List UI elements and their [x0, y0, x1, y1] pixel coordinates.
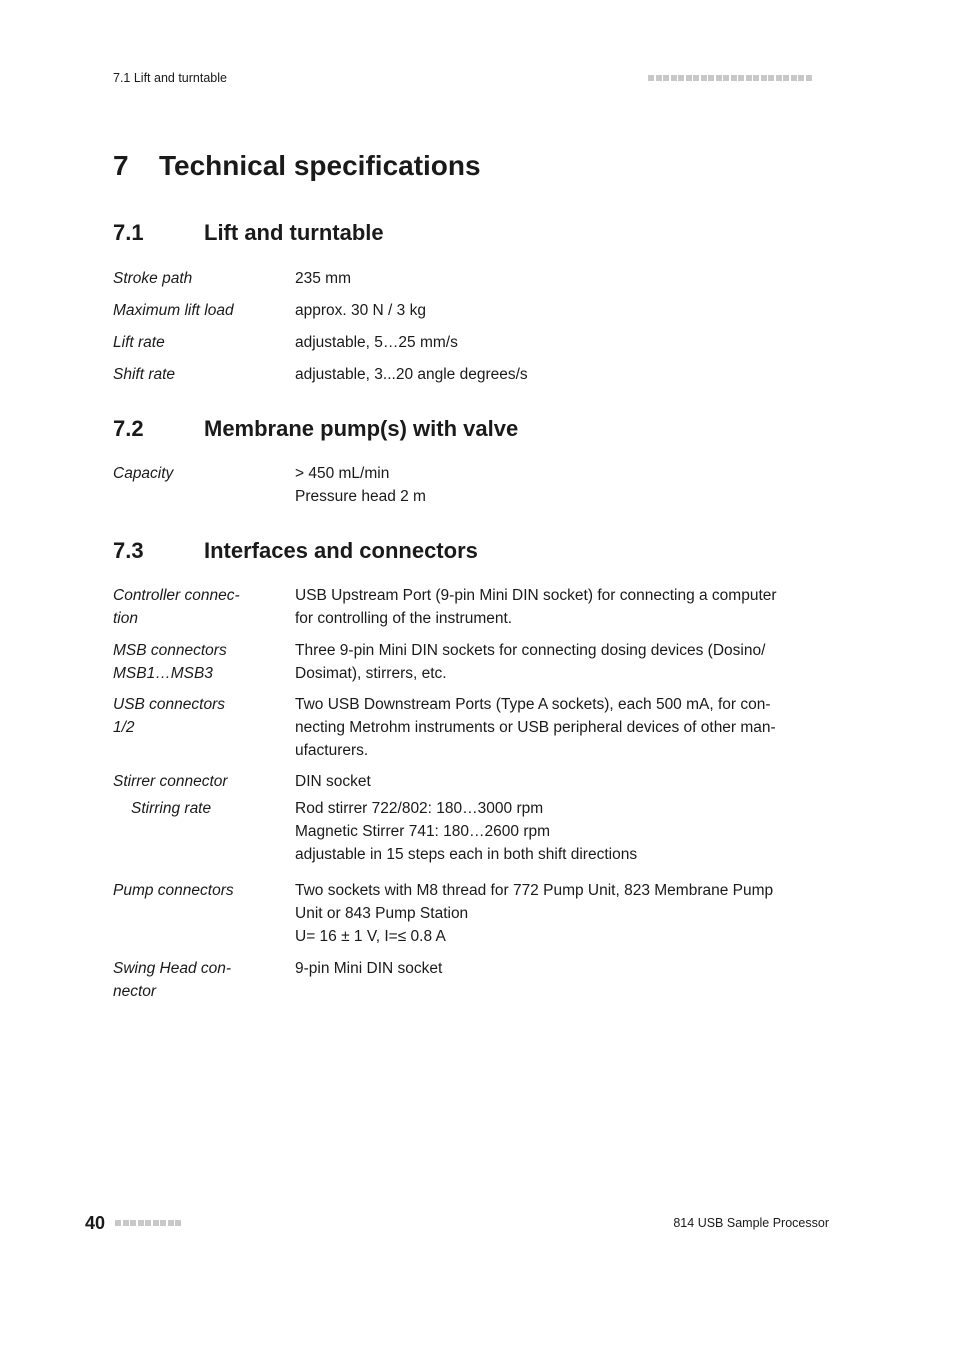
- chapter-heading: [113, 150, 481, 182]
- footer-dot-bar: [115, 1220, 181, 1226]
- spec-value: [295, 693, 833, 762]
- section-number: 7.3: [113, 538, 144, 563]
- spec-value-line: Pressure head 2 m: [295, 488, 426, 505]
- spec-row: [113, 299, 833, 322]
- spec-label-line: 1/2: [113, 719, 135, 736]
- spec-value: adjustable, 3...20 angle degrees/s: [295, 366, 528, 383]
- spec-value: [295, 584, 833, 630]
- spec-label: Stirring rate: [131, 800, 212, 817]
- spec-row: [113, 462, 833, 508]
- section-heading-7-1: [113, 220, 384, 246]
- spec-row: [113, 639, 833, 685]
- spec-value: approx. 30 N / 3 kg: [295, 302, 426, 319]
- spec-value: [295, 639, 833, 685]
- section-title: Membrane pump(s) with valve: [204, 416, 519, 441]
- header-dot-bar: [648, 75, 812, 81]
- spec-value-line: Dosimat), stirrers, etc.: [295, 665, 447, 682]
- spec-label: Maximum lift load: [113, 302, 234, 319]
- spec-row: [113, 957, 833, 1003]
- spec-row: [113, 584, 833, 630]
- spec-value-line: Two sockets with M8 thread for 772 Pump Unit, 823 Membrane Pump: [295, 882, 774, 899]
- spec-label-line: nector: [113, 983, 157, 1000]
- spec-label-line: tion: [113, 610, 138, 627]
- spec-label: [113, 584, 295, 630]
- section-number: 7.1: [113, 220, 144, 245]
- spec-label-line: MSB1…MSB3: [113, 665, 213, 682]
- spec-value-line: USB Upstream Port (9-pin Mini DIN socket) for connecting a computer: [295, 587, 777, 604]
- spec-value: 235 mm: [295, 270, 351, 287]
- spec-row: [113, 770, 833, 793]
- spec-value-line: Three 9-pin Mini DIN sockets for connecting dosing devices (Dosino/: [295, 642, 766, 659]
- spec-value: adjustable, 5…25 mm/s: [295, 334, 458, 351]
- spec-label: Shift rate: [113, 366, 176, 383]
- section-heading-7-2: [113, 416, 518, 442]
- spec-value: DIN socket: [295, 773, 371, 790]
- spec-label: [113, 693, 295, 762]
- footer-product-title: 814 USB Sample Processor: [673, 1216, 829, 1230]
- spec-value-line: adjustable in 15 steps each in both shift directions: [295, 846, 638, 863]
- spec-value: 9-pin Mini DIN socket: [295, 960, 443, 977]
- spec-row: [113, 693, 833, 762]
- spec-value: [295, 879, 833, 948]
- spec-value-line: Unit or 843 Pump Station: [295, 905, 469, 922]
- section-title: Lift and turntable: [204, 220, 384, 245]
- spec-label-line: Controller connec-: [113, 587, 240, 604]
- section-heading-7-3: [113, 538, 478, 564]
- section-title: Interfaces and connectors: [204, 538, 478, 563]
- spec-label-line: MSB connectors: [113, 642, 227, 659]
- spec-label: Stroke path: [113, 270, 193, 287]
- spec-value-line: Two USB Downstream Ports (Type A sockets), each 500 mA, for con-: [295, 696, 771, 713]
- spec-row: [113, 267, 833, 290]
- chapter-number: 7: [113, 150, 129, 181]
- page-number: 40: [85, 1213, 106, 1233]
- spec-value: [295, 797, 833, 866]
- spec-value-line: ufacturers.: [295, 742, 369, 759]
- spec-label-line: Swing Head con-: [113, 960, 232, 977]
- spec-row: [113, 363, 833, 386]
- spec-value-line: Magnetic Stirrer 741: 180…2600 rpm: [295, 823, 551, 840]
- spec-value: [295, 462, 833, 508]
- spec-label: Pump connectors: [113, 882, 234, 899]
- spec-label: Capacity: [113, 465, 174, 482]
- spec-row: [113, 797, 833, 866]
- spec-label: Stirrer connector: [113, 773, 228, 790]
- spec-row: [113, 879, 833, 948]
- section-number: 7.2: [113, 416, 144, 441]
- spec-label: Lift rate: [113, 334, 165, 351]
- spec-value-line: necting Metrohm instruments or USB peripheral devices of other man-: [295, 719, 776, 736]
- spec-label-line: USB connectors: [113, 696, 225, 713]
- spec-label: [113, 957, 295, 1003]
- chapter-title: Technical specifications: [159, 150, 481, 181]
- running-head: 7.1 Lift and turntable: [113, 71, 227, 85]
- spec-label: [113, 639, 295, 685]
- spec-value-line: U= 16 ± 1 V, I=≤ 0.8 A: [295, 928, 446, 945]
- spec-row: [113, 331, 833, 354]
- spec-value-line: Rod stirrer 722/802: 180…3000 rpm: [295, 800, 544, 817]
- spec-value-line: for controlling of the instrument.: [295, 610, 513, 627]
- spec-value-line: > 450 mL/min: [295, 465, 390, 482]
